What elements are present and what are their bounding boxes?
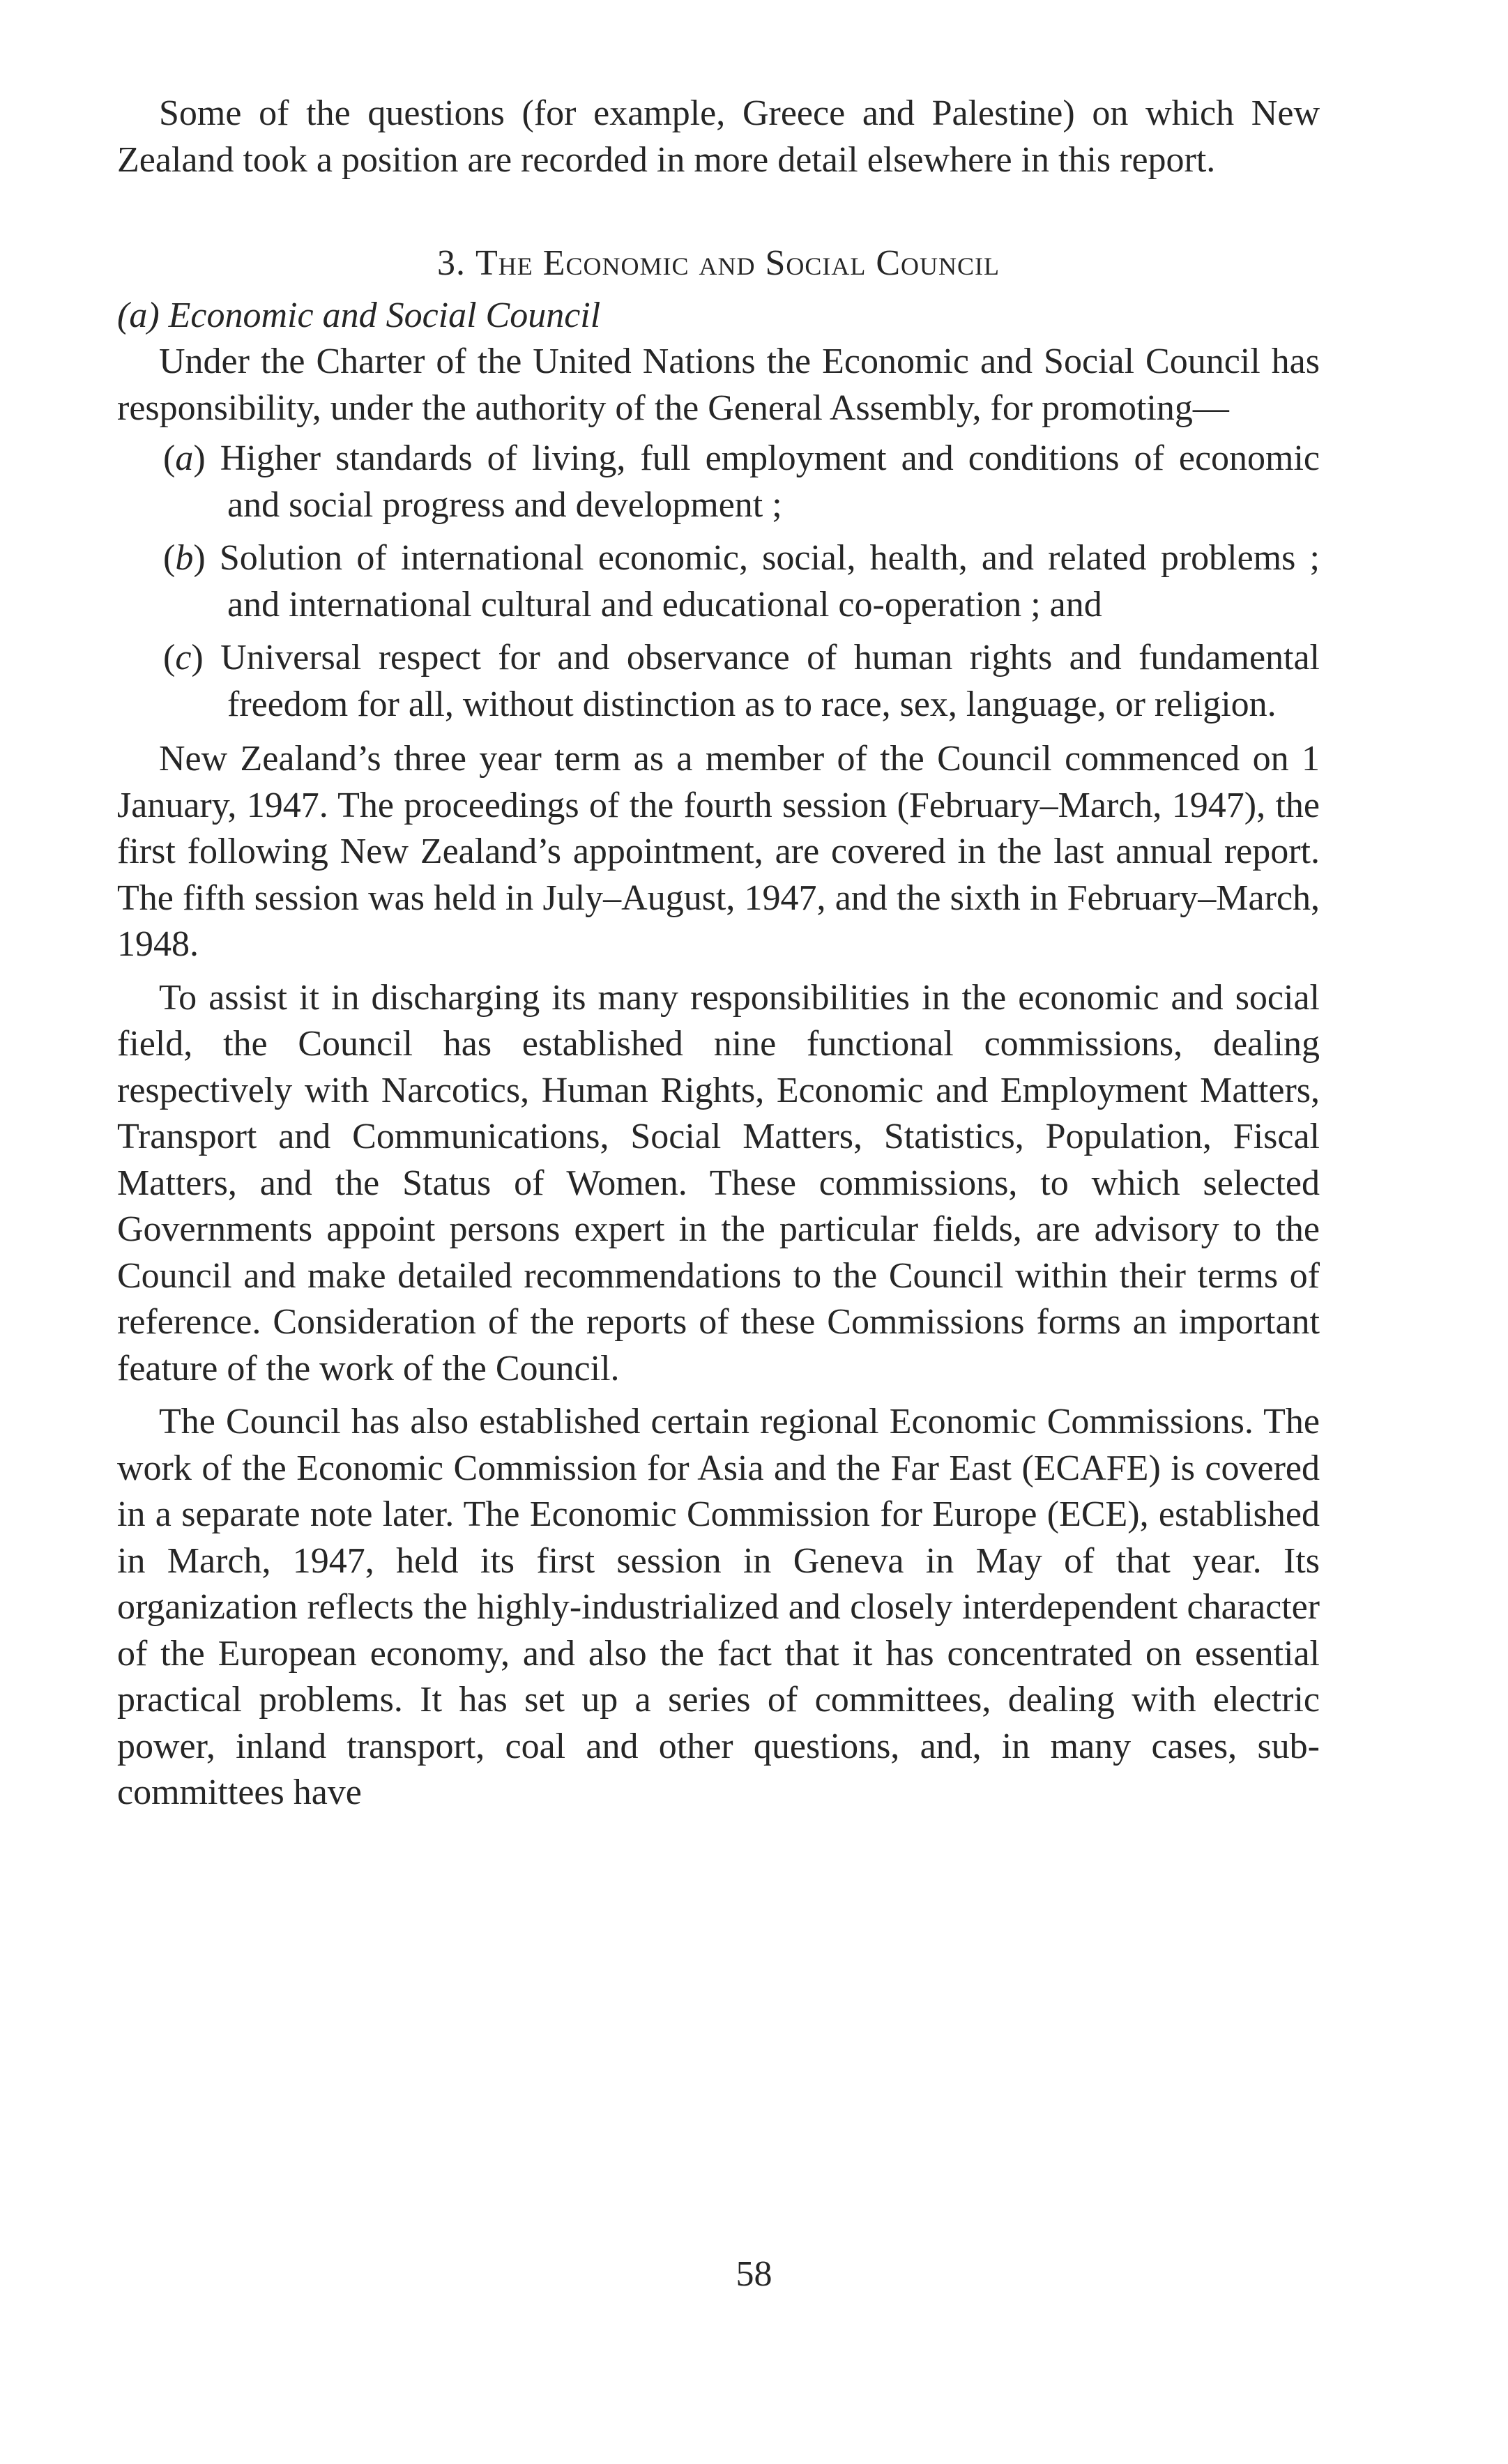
commissions-paragraph: To assist it in discharging its many responsibilities in the economic and social field, the Council has established nine functional commissions, dealing respectively with Narcotics, Human Rights, Economic and Employment Matters, Transport and Communications, Social Matters, Statistics, Population, Fiscal Matters, and the Status of Women. These commissions, to which selected Governments appoint persons expert in the particular fields, are advisory to the Council and make detailed recommendations to the Council within their terms of reference. Consideration of the reports of these Commissions forms an important feature of the work of the Council.: [117, 977, 1320, 1388]
subsection-title: Economic and Social Council: [168, 295, 601, 335]
list-marker: (c): [163, 638, 204, 678]
page-number: 58: [736, 2254, 772, 2294]
list-marker: (b): [163, 538, 206, 578]
list-item: [117, 436, 1320, 528]
list-item-text: Higher standards of living, full employment and conditions of economic and social progress and development ;: [220, 438, 1320, 525]
list-item: [117, 635, 1320, 728]
list-item-text: Solution of international economic, social, health, and related problems ; and international cultural and educational co-operation ; and: [219, 538, 1320, 625]
membership-paragraph: New Zealand’s three year term as a member of the Council commenced on 1 January, 1947. The proceedings of the fourth session (February–March, 1947), the first following New Zealand’s appointment, are covered in the last annual report. The fifth session was held in July–August, 1947, and the sixth in February–March, 1948.: [117, 739, 1320, 964]
subsection-label: (a): [117, 295, 160, 335]
responsibility-list: [117, 436, 1320, 728]
list-item-text: Universal respect for and observance of human rights and fundamental freedom for all, without distinction as to race, sex, language, or religion.: [220, 638, 1320, 724]
charter-paragraph: Under the Charter of the United Nations the Economic and Social Council has responsibility, under the authority of the General Assembly, for promoting—: [117, 342, 1320, 428]
section-number: 3.: [436, 243, 466, 283]
subsection-heading: [117, 293, 1320, 339]
intro-paragraph: Some of the questions (for example, Greece and Palestine) on which New Zealand took a position are recorded in more detail elsewhere in this report.: [117, 93, 1320, 180]
section-title: The Economic and Social Council: [475, 243, 1000, 283]
regional-commissions-paragraph: The Council has also established certain regional Economic Commissions. The work of the Economic Commission for Asia and the Far East (ECAFE) is covered in a separate note later. The Economic Commission for Europe (ECE), established in March, 1947, held its first session in Geneva in May of that year. Its organization reflects the highly-industrialized and closely interdependent character of the European economy, and also the fact that it has concentrated on essential practical problems. It has set up a series of committees, dealing with electric power, inland transport, coal and other questions, and, in many cases, sub-committees have: [117, 1402, 1320, 1812]
list-item: [117, 535, 1320, 628]
document-page: [117, 91, 1320, 1816]
list-marker: (a): [163, 438, 206, 478]
section-heading: [117, 240, 1320, 287]
